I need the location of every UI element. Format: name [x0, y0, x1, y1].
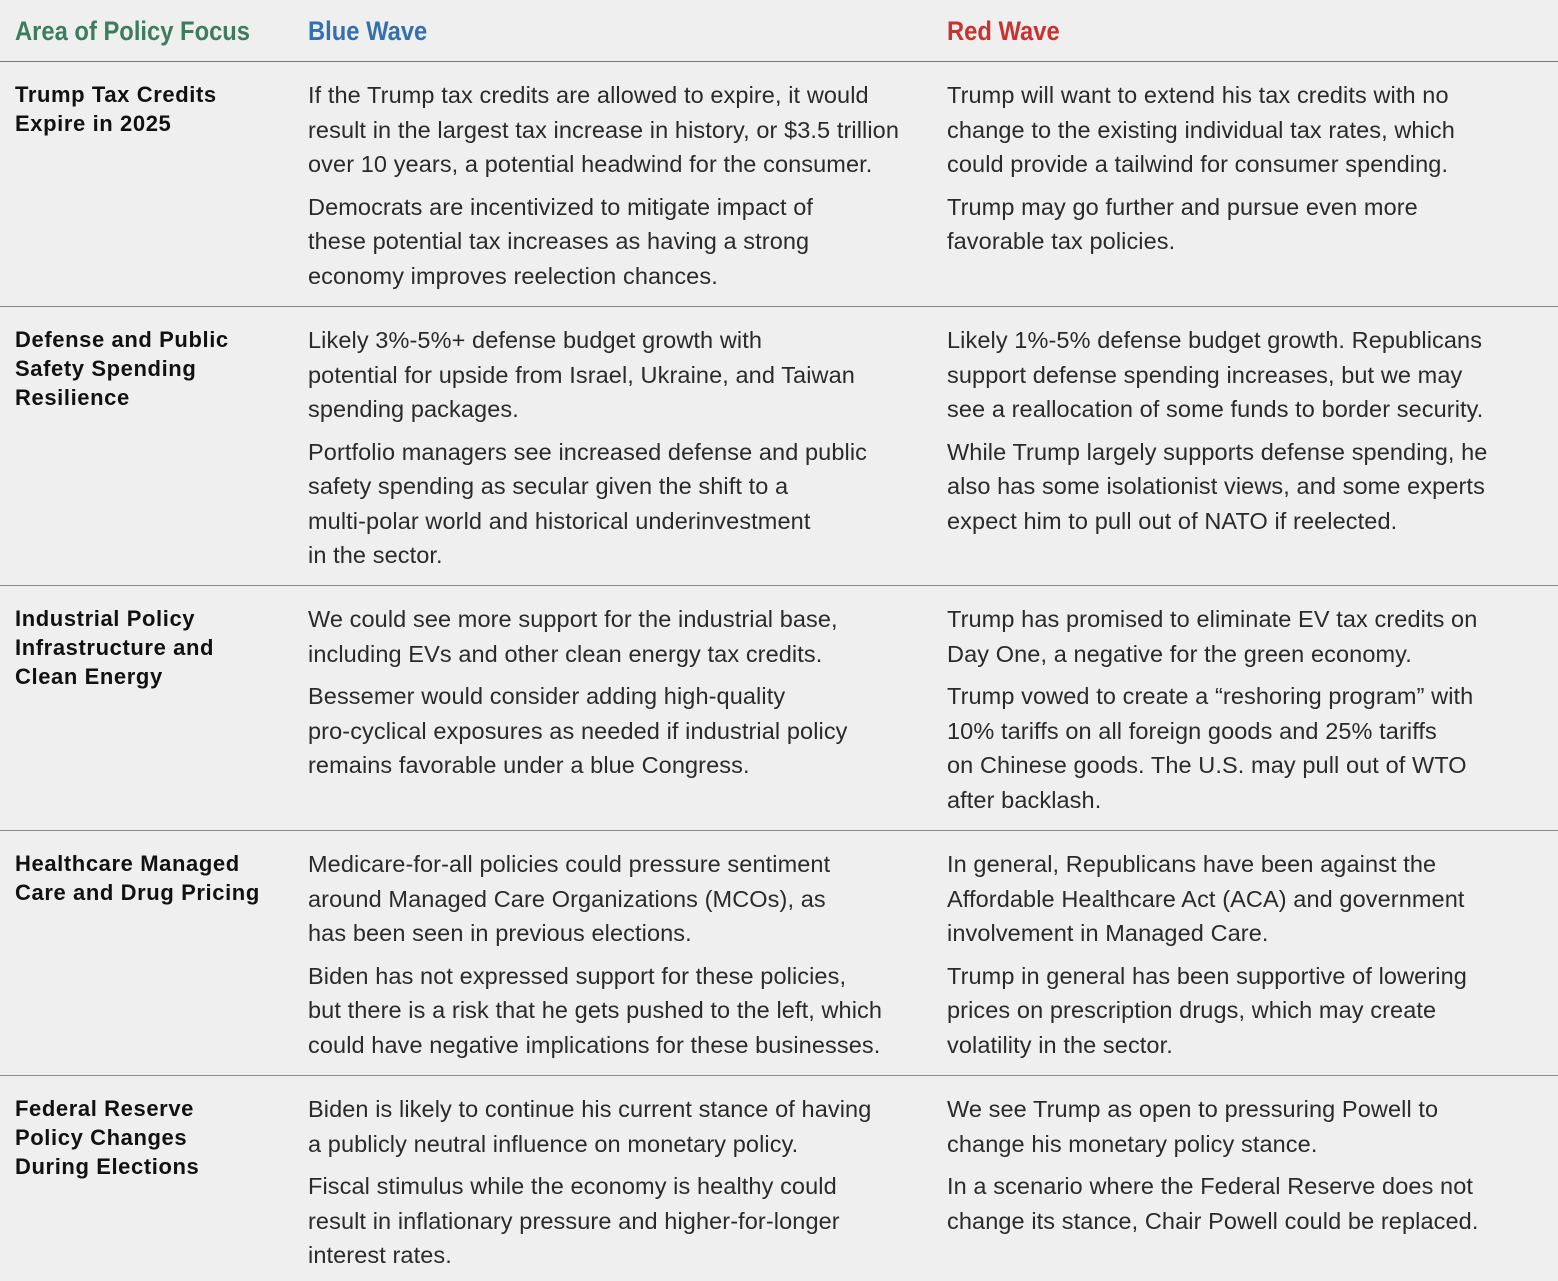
red-wave-cell [947, 847, 1552, 1070]
blue-paragraph: Biden is likely to continue his current stance of having a publicly neutral influence on monetary policy. [308, 1096, 872, 1157]
blue-paragraph: Portfolio managers see increased defense and public safety spending as secular given the shift to a multi-polar world and historical underinvestment in the sector. [308, 438, 868, 568]
blue-paragraph: Democrats are incentivized to mitigate impact of these potential tax increases as having a strong economy improves reelection chances. [308, 193, 814, 289]
red-paragraph: Trump may go further and pursue even more favorable tax policies. [947, 193, 1418, 254]
row-topic: Federal Reserve Policy Changes During Elections [15, 1096, 200, 1179]
red-paragraph: Trump vowed to create a “reshoring program” with 10% tariffs on all foreign goods and 25% tariffs on Chinese goods. The U.S. may pull out of WTO after backlash. [947, 683, 1474, 813]
table-header [0, 0, 1558, 62]
blue-paragraph: Biden has not expressed support for these policies, but there is a risk that he gets pushed to the left, which could have negative implications for these businesses. [308, 962, 883, 1058]
red-paragraph: Trump in general has been supportive of lowering prices on prescription drugs, which may create volatility in the sector. [947, 962, 1467, 1058]
table-row [0, 307, 1558, 586]
table-row [0, 586, 1558, 831]
red-paragraph: In a scenario where the Federal Reserve does not change its stance, Chair Powell could be replaced. [947, 1173, 1479, 1234]
blue-paragraph: Medicare-for-all policies could pressure sentiment around Managed Care Organizations (MCOs), as has been seen in previous elections. [308, 851, 831, 946]
row-topic: Industrial Policy Infrastructure and Clean Energy [15, 606, 215, 689]
blue-paragraph: Fiscal stimulus while the economy is healthy could result in inflationary pressure and higher-for-longer interest rates. [308, 1173, 840, 1268]
row-topic: Trump Tax Credits Expire in 2025 [15, 82, 217, 136]
blue-wave-cell [308, 1092, 933, 1281]
blue-wave-cell [308, 847, 933, 1070]
red-wave-cell [947, 1092, 1552, 1246]
blue-wave-cell [308, 602, 933, 791]
blue-paragraph: We could see more support for the industrial base, including EVs and other clean energy tax credits. [308, 606, 838, 667]
blue-paragraph: If the Trump tax credits are allowed to expire, it would result in the largest tax increase in history, or $3.5 trillion over 10 years, a potential headwind for the consumer. [308, 82, 900, 177]
blue-wave-cell [308, 78, 933, 301]
header-red-wave: Red Wave [947, 16, 1060, 46]
table-row [0, 831, 1558, 1076]
red-paragraph: Trump will want to extend his tax credits with no change to the existing individual tax rates, which could provide a tailwind for consumer spending. [947, 82, 1455, 177]
table-row [0, 62, 1558, 307]
red-paragraph: Trump has promised to eliminate EV tax credits on Day One, a negative for the green economy. [947, 606, 1478, 667]
red-wave-cell [947, 78, 1552, 267]
row-topic: Defense and Public Safety Spending Resilience [15, 327, 229, 410]
row-topic: Healthcare Managed Care and Drug Pricing [15, 851, 260, 905]
red-paragraph: While Trump largely supports defense spending, he also has some isolationist views, and some experts expect him to pull out of NATO if reelected. [947, 438, 1488, 534]
blue-paragraph: Likely 3%-5%+ defense budget growth with potential for upside from Israel, Ukraine, and Taiwan spending packages. [308, 327, 855, 422]
red-paragraph: In general, Republicans have been against the Affordable Healthcare Act (ACA) and government involvement in Managed Care. [947, 851, 1465, 946]
red-wave-cell [947, 323, 1552, 546]
red-wave-cell [947, 602, 1552, 825]
header-blue-wave: Blue Wave [308, 16, 428, 46]
red-paragraph: We see Trump as open to pressuring Powell to change his monetary policy stance. [947, 1096, 1439, 1157]
blue-wave-cell [308, 323, 933, 581]
blue-paragraph: Bessemer would consider adding high-quality pro-cyclical exposures as needed if industrial policy remains favorable under a blue Congress. [308, 683, 848, 778]
red-paragraph: Likely 1%-5% defense budget growth. Republicans support defense spending increases, but we may see a reallocation of some funds to border security. [947, 327, 1484, 422]
table-row [0, 1076, 1558, 1280]
header-area-of-policy-focus: Area of Policy Focus [15, 16, 251, 46]
